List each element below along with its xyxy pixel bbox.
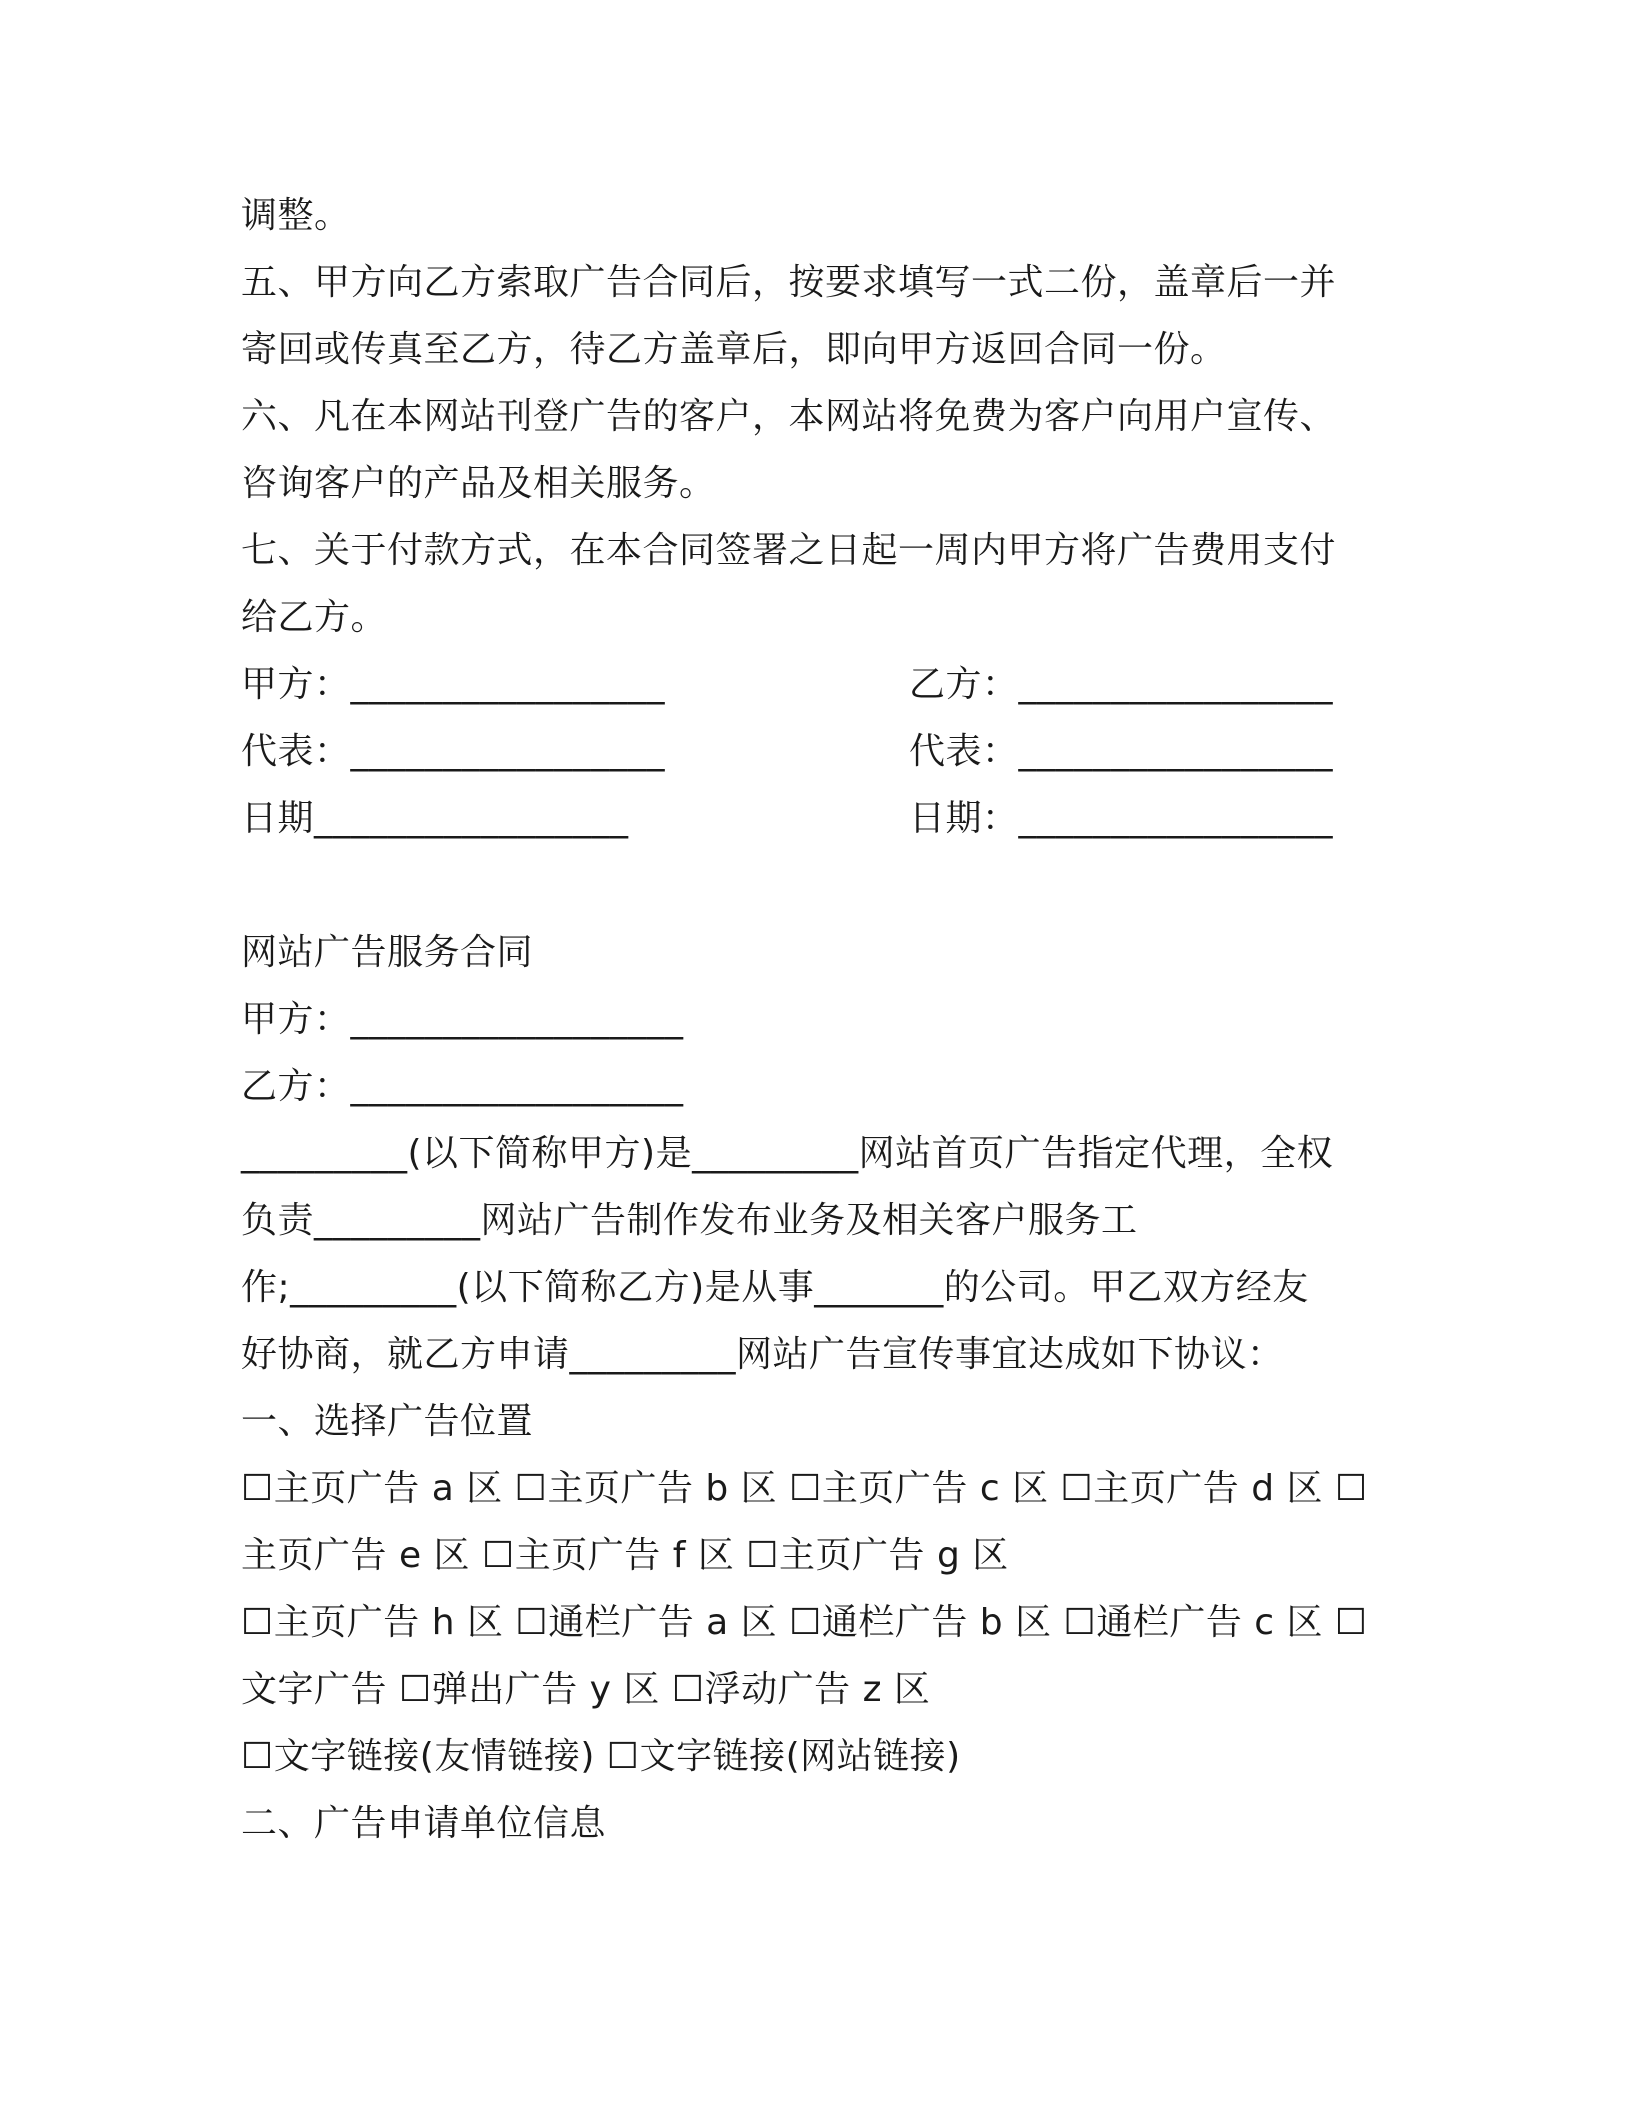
intro-line-1: _________(以下简称甲方)是_________网站首页广告指定代理，全权 <box>241 1133 1334 1174</box>
clause-7-line-2: 给乙方。 <box>241 597 388 638</box>
ad-options-line-3: ☐主页广告 h 区 ☐通栏广告 a 区 ☐通栏广告 b 区 ☐通栏广告 c 区 ☐ <box>241 1602 1368 1643</box>
intro-line-4: 好协商，就乙方申请_________网站广告宣传事宜达成如下协议： <box>241 1334 1284 1375</box>
signature-rep-a: 代表：_________________ <box>241 731 666 772</box>
intro-line-3: 作;_________(以下简称乙方)是从事_______的公司。甲乙双方经友 <box>241 1267 1309 1308</box>
clause-5-line-1: 五、甲方向乙方索取广告合同后，按要求填写一式二份，盖章后一并 <box>241 262 1337 303</box>
intro-line-2: 负责_________网站广告制作发布业务及相关客户服务工 <box>241 1200 1138 1241</box>
contract-party-b: 乙方：__________________ <box>241 1066 684 1107</box>
ad-options-line-2: 主页广告 e 区 ☐主页广告 f 区 ☐主页广告 g 区 <box>241 1535 1009 1576</box>
clause-6-line-1: 六、凡在本网站刊登广告的客户，本网站将免费为客户向用户宣传、 <box>241 396 1337 437</box>
clause-5-line-2: 寄回或传真至乙方，待乙方盖章后，即向甲方返回合同一份。 <box>241 329 1227 370</box>
section-1-title: 一、选择广告位置 <box>241 1401 534 1442</box>
signature-date-a: 日期_________________ <box>241 798 629 839</box>
clause-6-line-2: 咨询客户的产品及相关服务。 <box>241 463 716 504</box>
signature-party-b: 乙方：_________________ <box>909 664 1334 705</box>
signature-date-b: 日期：_________________ <box>909 798 1334 839</box>
signature-rep-b: 代表：_________________ <box>909 731 1334 772</box>
ad-options-line-5: ☐文字链接(友情链接) ☐文字链接(网站链接) <box>241 1736 961 1777</box>
ad-options-line-4: 文字广告 ☐弹出广告 y 区 ☐浮动广告 z 区 <box>241 1669 931 1710</box>
clause-7-line-1: 七、关于付款方式，在本合同签署之日起一周内甲方将广告费用支付 <box>241 530 1337 571</box>
ad-options-line-1: ☐主页广告 a 区 ☐主页广告 b 区 ☐主页广告 c 区 ☐主页广告 d 区 ☐ <box>241 1468 1368 1509</box>
signature-party-a: 甲方：_________________ <box>241 664 666 705</box>
contract-party-a: 甲方：__________________ <box>241 999 684 1040</box>
section-2-title: 二、广告申请单位信息 <box>241 1803 607 1844</box>
contract-title: 网站广告服务合同 <box>241 932 534 973</box>
paragraph-adjust: 调整。 <box>241 195 351 236</box>
